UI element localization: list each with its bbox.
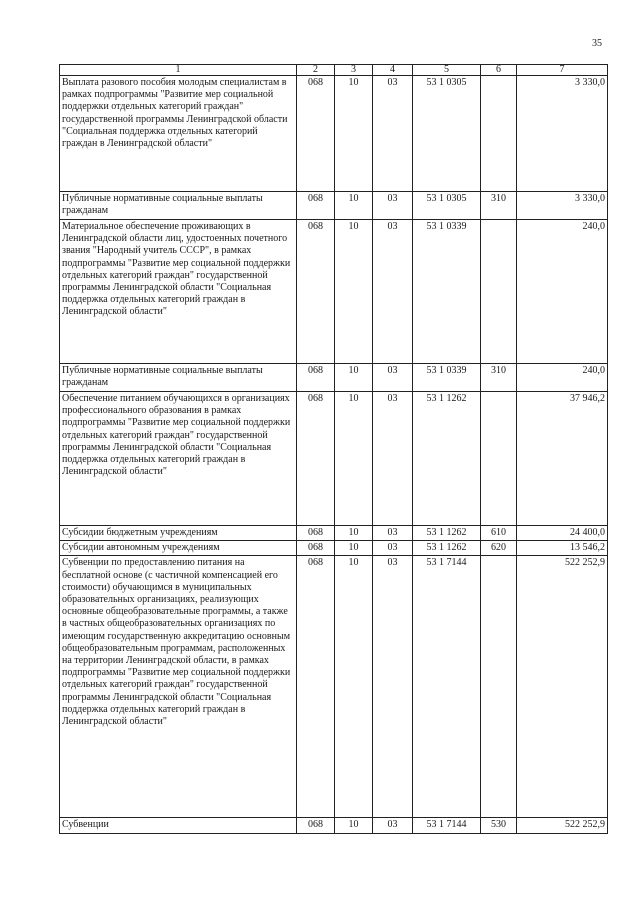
cell-target-item: 53 1 7144 (413, 556, 481, 818)
cell-subsection: 03 (373, 526, 413, 541)
cell-amount: 3 330,0 (517, 76, 608, 192)
cell-section: 10 (335, 392, 373, 526)
cell-target-item: 53 1 0339 (413, 220, 481, 364)
cell-amount: 522 252,9 (517, 556, 608, 818)
cell-expense-type (481, 556, 517, 818)
cell-amount: 13 546,2 (517, 541, 608, 556)
header-cell: 6 (481, 65, 517, 76)
cell-target-item: 53 1 1262 (413, 526, 481, 541)
table-row (60, 526, 608, 541)
cell-amount: 240,0 (517, 220, 608, 364)
cell-ministry: 068 (297, 556, 335, 818)
cell-section: 10 (335, 556, 373, 818)
table-row (60, 76, 608, 192)
table-row (60, 392, 608, 526)
cell-amount: 37 946,2 (517, 392, 608, 526)
table-row (60, 556, 608, 818)
row-name: Обеспечение питанием обучающихся в организациях профессионального образования в рамках подпрограммы "Развитие мер социальной поддержки отдельных категорий граждан" государственной программы Ленинградской области "Социальная поддержка отдельных категорий граждан в Ленинградской области" (60, 392, 297, 526)
cell-section: 10 (335, 526, 373, 541)
cell-target-item: 53 1 7144 (413, 818, 481, 834)
cell-ministry: 068 (297, 192, 335, 220)
row-name: Выплата разового пособия молодым специалистам в рамках подпрограммы "Развитие мер социальной поддержки отдельных категорий граждан" государственной программы Ленинградской области "Социальная поддержка отдельных категорий граждан в Ленинградской области" (60, 76, 297, 192)
cell-section: 10 (335, 541, 373, 556)
cell-section: 10 (335, 76, 373, 192)
cell-expense-type: 610 (481, 526, 517, 541)
row-name: Материальное обеспечение проживающих в Ленинградской области лиц, удостоенных почетного звания "Народный учитель СССР", в рамках подпрограммы "Развитие мер социальной поддержки отдельных категорий граждан" государственной программы Ленинградской области "Социальная поддержка отдельных категорий граждан в Ленинградской области" (60, 220, 297, 364)
row-name: Субвенции по предоставлению питания на бесплатной основе (с частичной компенсацией его стоимости) обучающимся в муниципальных образовательных организациях, реализующих основные общеобразовательные программы, а также в частных общеобразовательных организациях по имеющим государственную аккредитацию основным общеобразовательным программам, расположенных на территории Ленинградской области, в рамках подпрограммы "Развитие мер социальной поддержки отдельных категорий граждан" государственной программы Ленинградской области "Социальная поддержка отдельных категорий граждан в Ленинградской области" (60, 556, 297, 818)
row-name: Субсидии бюджетным учреждениям (60, 526, 297, 541)
cell-subsection: 03 (373, 392, 413, 526)
cell-section: 10 (335, 364, 373, 392)
cell-subsection: 03 (373, 192, 413, 220)
cell-expense-type (481, 220, 517, 364)
cell-expense-type: 620 (481, 541, 517, 556)
cell-subsection: 03 (373, 364, 413, 392)
cell-amount: 3 330,0 (517, 192, 608, 220)
budget-table (59, 64, 608, 834)
cell-subsection: 03 (373, 818, 413, 834)
cell-section: 10 (335, 818, 373, 834)
cell-ministry: 068 (297, 526, 335, 541)
table-row (60, 192, 608, 220)
cell-expense-type: 530 (481, 818, 517, 834)
header-cell: 7 (517, 65, 608, 76)
cell-subsection: 03 (373, 220, 413, 364)
cell-section: 10 (335, 220, 373, 364)
cell-target-item: 53 1 0305 (413, 192, 481, 220)
cell-target-item: 53 1 1262 (413, 541, 481, 556)
cell-ministry: 068 (297, 364, 335, 392)
cell-subsection: 03 (373, 541, 413, 556)
header-cell: 1 (60, 65, 297, 76)
cell-ministry: 068 (297, 541, 335, 556)
cell-amount: 522 252,9 (517, 818, 608, 834)
cell-subsection: 03 (373, 76, 413, 192)
cell-expense-type (481, 76, 517, 192)
header-cell: 3 (335, 65, 373, 76)
cell-subsection: 03 (373, 556, 413, 818)
header-cell: 2 (297, 65, 335, 76)
cell-ministry: 068 (297, 76, 335, 192)
table-row (60, 364, 608, 392)
cell-expense-type (481, 392, 517, 526)
table-row (60, 818, 608, 834)
cell-amount: 24 400,0 (517, 526, 608, 541)
cell-expense-type: 310 (481, 364, 517, 392)
row-name: Субсидии автономным учреждениям (60, 541, 297, 556)
row-name: Субвенции (60, 818, 297, 834)
cell-target-item: 53 1 0339 (413, 364, 481, 392)
cell-ministry: 068 (297, 818, 335, 834)
header-row (60, 65, 608, 76)
table-row (60, 541, 608, 556)
cell-target-item: 53 1 0305 (413, 76, 481, 192)
cell-amount: 240,0 (517, 364, 608, 392)
cell-ministry: 068 (297, 392, 335, 526)
header-cell: 4 (373, 65, 413, 76)
header-cell: 5 (413, 65, 481, 76)
cell-expense-type: 310 (481, 192, 517, 220)
cell-target-item: 53 1 1262 (413, 392, 481, 526)
cell-section: 10 (335, 192, 373, 220)
row-name: Публичные нормативные социальные выплаты гражданам (60, 364, 297, 392)
cell-ministry: 068 (297, 220, 335, 364)
table-row (60, 220, 608, 364)
page-number: 35 (592, 38, 602, 49)
row-name: Публичные нормативные социальные выплаты гражданам (60, 192, 297, 220)
